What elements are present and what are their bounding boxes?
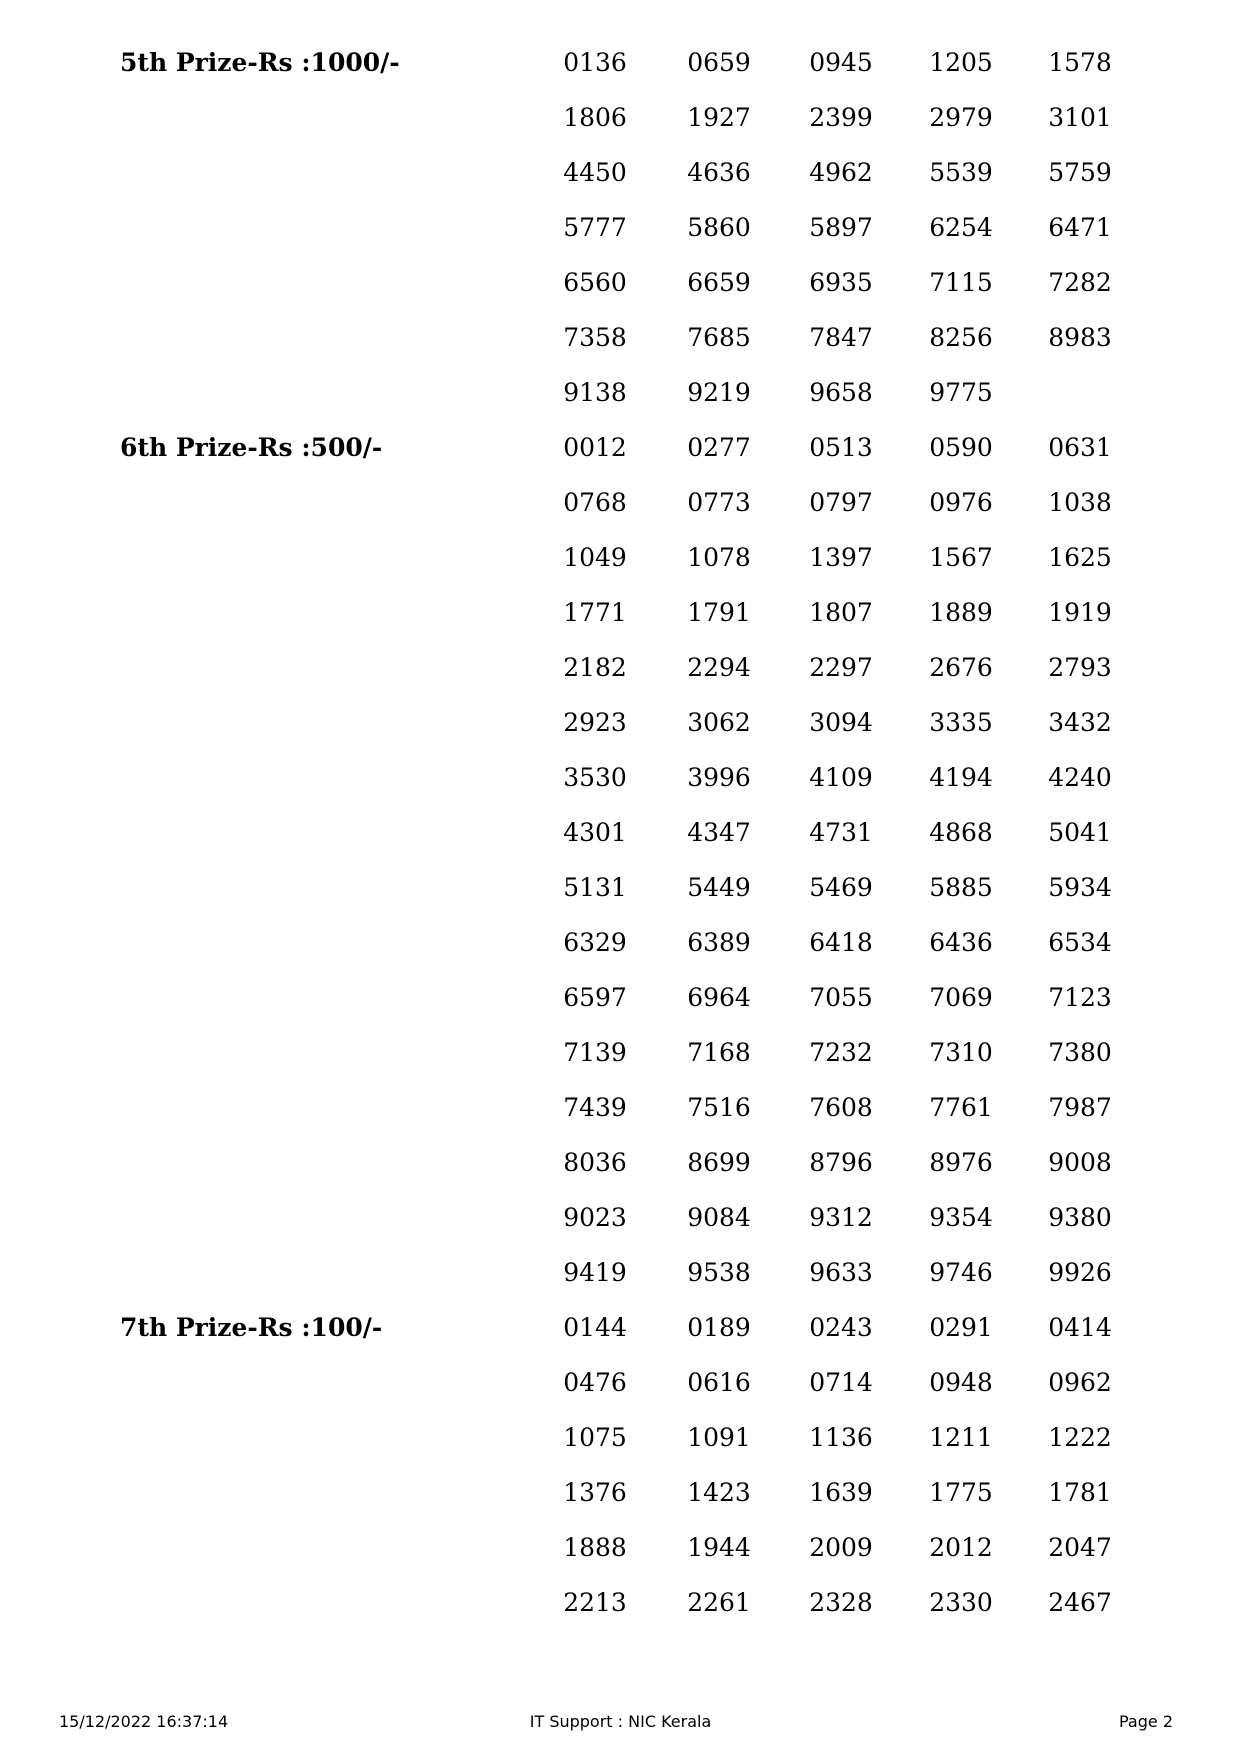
winning-number: 7380 [1048, 1038, 1112, 1067]
page-footer [0, 1712, 1241, 1740]
winning-number: 6964 [687, 983, 751, 1012]
winning-number: 4347 [687, 818, 751, 847]
winning-number: 5041 [1048, 818, 1112, 847]
winning-number: 5885 [929, 873, 993, 902]
winning-number: 6436 [929, 928, 993, 957]
winning-number: 7139 [563, 1038, 627, 1067]
winning-number: 4962 [809, 158, 873, 187]
winning-number: 1927 [687, 103, 751, 132]
winning-number: 2467 [1048, 1588, 1112, 1617]
winning-number: 7761 [929, 1093, 993, 1122]
winning-number: 6534 [1048, 928, 1112, 957]
winning-number: 4194 [929, 763, 993, 792]
winning-number: 8983 [1048, 323, 1112, 352]
winning-number: 7310 [929, 1038, 993, 1067]
winning-number: 0773 [687, 488, 751, 517]
winning-number: 1781 [1048, 1478, 1112, 1507]
winning-number: 9538 [687, 1258, 751, 1287]
winning-number: 7608 [809, 1093, 873, 1122]
winning-number: 3101 [1048, 103, 1112, 132]
winning-number: 1038 [1048, 488, 1112, 517]
winning-number: 1791 [687, 598, 751, 627]
winning-number: 1806 [563, 103, 627, 132]
winning-number: 5860 [687, 213, 751, 242]
number-row [0, 478, 1241, 533]
winning-number: 2297 [809, 653, 873, 682]
prize-section [0, 38, 1241, 423]
winning-number: 1049 [563, 543, 627, 572]
footer-page-number: Page 2 [1119, 1712, 1173, 1731]
winning-number: 0414 [1048, 1313, 1112, 1342]
winning-number: 2261 [687, 1588, 751, 1617]
winning-number: 3094 [809, 708, 873, 737]
winning-number: 1625 [1048, 543, 1112, 572]
winning-number: 5777 [563, 213, 627, 242]
winning-number: 1397 [809, 543, 873, 572]
number-row [0, 1248, 1241, 1303]
winning-number: 9138 [563, 378, 627, 407]
number-row [0, 148, 1241, 203]
winning-number: 2979 [929, 103, 993, 132]
number-row [0, 973, 1241, 1028]
winning-number: 1423 [687, 1478, 751, 1507]
winning-number: 2330 [929, 1588, 993, 1617]
winning-number: 7168 [687, 1038, 751, 1067]
winning-number: 8796 [809, 1148, 873, 1177]
winning-number: 8976 [929, 1148, 993, 1177]
winning-number: 1888 [563, 1533, 627, 1562]
winning-number: 9633 [809, 1258, 873, 1287]
winning-number: 7987 [1048, 1093, 1112, 1122]
winning-number: 0590 [929, 433, 993, 462]
winning-number: 5539 [929, 158, 993, 187]
winning-number: 2399 [809, 103, 873, 132]
winning-number: 0945 [809, 48, 873, 77]
winning-number: 9746 [929, 1258, 993, 1287]
winning-number: 0144 [563, 1313, 627, 1342]
winning-number: 7439 [563, 1093, 627, 1122]
winning-number: 0291 [929, 1313, 993, 1342]
winning-number: 1578 [1048, 48, 1112, 77]
winning-number: 0136 [563, 48, 627, 77]
winning-number: 4109 [809, 763, 873, 792]
winning-number: 3335 [929, 708, 993, 737]
winning-number: 6254 [929, 213, 993, 242]
number-row [0, 1578, 1241, 1633]
winning-number: 0948 [929, 1368, 993, 1397]
prize-title: 7th Prize-Rs :100/- [120, 1313, 383, 1342]
number-row [0, 533, 1241, 588]
winning-number: 1078 [687, 543, 751, 572]
winning-number: 3996 [687, 763, 751, 792]
winning-number: 4731 [809, 818, 873, 847]
winning-number: 9354 [929, 1203, 993, 1232]
winning-number: 0659 [687, 48, 751, 77]
winning-number: 5897 [809, 213, 873, 242]
winning-number: 0277 [687, 433, 751, 462]
winning-number: 6471 [1048, 213, 1112, 242]
winning-number: 1222 [1048, 1423, 1112, 1452]
winning-number: 8256 [929, 323, 993, 352]
number-row [0, 1523, 1241, 1578]
winning-number: 7069 [929, 983, 993, 1012]
winning-number: 4450 [563, 158, 627, 187]
winning-number: 9380 [1048, 1203, 1112, 1232]
winning-number: 1775 [929, 1478, 993, 1507]
prize-results [0, 38, 1241, 1633]
winning-number: 0513 [809, 433, 873, 462]
winning-number: 9023 [563, 1203, 627, 1232]
winning-number: 2328 [809, 1588, 873, 1617]
winning-number: 7115 [929, 268, 993, 297]
number-row [0, 753, 1241, 808]
winning-number: 7847 [809, 323, 873, 352]
winning-number: 2213 [563, 1588, 627, 1617]
winning-number: 4636 [687, 158, 751, 187]
number-row [0, 863, 1241, 918]
footer-timestamp: 15/12/2022 16:37:14 [59, 1712, 229, 1731]
winning-number: 1944 [687, 1533, 751, 1562]
winning-number: 0189 [687, 1313, 751, 1342]
number-row [0, 1468, 1241, 1523]
winning-number: 1889 [929, 598, 993, 627]
number-row [0, 1193, 1241, 1248]
winning-number: 2923 [563, 708, 627, 737]
winning-number: 5469 [809, 873, 873, 902]
winning-number: 3062 [687, 708, 751, 737]
prize-section [0, 1303, 1241, 1633]
winning-number: 1807 [809, 598, 873, 627]
number-row [0, 1028, 1241, 1083]
winning-number: 7055 [809, 983, 873, 1012]
winning-number: 9008 [1048, 1148, 1112, 1177]
winning-number: 7358 [563, 323, 627, 352]
winning-number: 1075 [563, 1423, 627, 1452]
number-row [0, 38, 1241, 93]
winning-number: 1205 [929, 48, 993, 77]
winning-number: 4240 [1048, 763, 1112, 792]
prize-title: 5th Prize-Rs :1000/- [120, 48, 400, 77]
winning-number: 7516 [687, 1093, 751, 1122]
winning-number: 1136 [809, 1423, 873, 1452]
winning-number: 1919 [1048, 598, 1112, 627]
winning-number: 0012 [563, 433, 627, 462]
number-row [0, 1138, 1241, 1193]
winning-number: 6659 [687, 268, 751, 297]
winning-number: 1211 [929, 1423, 993, 1452]
winning-number: 9312 [809, 1203, 873, 1232]
winning-number: 2793 [1048, 653, 1112, 682]
number-row [0, 643, 1241, 698]
winning-number: 6329 [563, 928, 627, 957]
winning-number: 2182 [563, 653, 627, 682]
winning-number: 7685 [687, 323, 751, 352]
winning-number: 1376 [563, 1478, 627, 1507]
number-row [0, 588, 1241, 643]
footer-support: IT Support : NIC Kerala [529, 1712, 712, 1731]
number-row [0, 368, 1241, 423]
winning-number: 8036 [563, 1148, 627, 1177]
winning-number: 2009 [809, 1533, 873, 1562]
winning-number: 2676 [929, 653, 993, 682]
winning-number: 4301 [563, 818, 627, 847]
number-row [0, 1358, 1241, 1413]
number-row [0, 423, 1241, 478]
winning-number: 5759 [1048, 158, 1112, 187]
winning-number: 9419 [563, 1258, 627, 1287]
winning-number: 7123 [1048, 983, 1112, 1012]
winning-number: 0976 [929, 488, 993, 517]
winning-number: 9658 [809, 378, 873, 407]
winning-number: 4868 [929, 818, 993, 847]
winning-number: 5449 [687, 873, 751, 902]
winning-number: 0243 [809, 1313, 873, 1342]
number-row [0, 258, 1241, 313]
winning-number: 0962 [1048, 1368, 1112, 1397]
number-row [0, 93, 1241, 148]
winning-number: 0616 [687, 1368, 751, 1397]
number-row [0, 203, 1241, 258]
winning-number: 6418 [809, 928, 873, 957]
winning-number: 0631 [1048, 433, 1112, 462]
winning-number: 7282 [1048, 268, 1112, 297]
winning-number: 6597 [563, 983, 627, 1012]
number-row [0, 808, 1241, 863]
number-row [0, 313, 1241, 368]
winning-number: 8699 [687, 1148, 751, 1177]
winning-number: 2012 [929, 1533, 993, 1562]
winning-number: 6560 [563, 268, 627, 297]
number-row [0, 1413, 1241, 1468]
winning-number: 0476 [563, 1368, 627, 1397]
winning-number: 5131 [563, 873, 627, 902]
winning-number: 1567 [929, 543, 993, 572]
winning-number: 9219 [687, 378, 751, 407]
winning-number: 9775 [929, 378, 993, 407]
winning-number: 6389 [687, 928, 751, 957]
prize-section [0, 423, 1241, 1303]
winning-number: 5934 [1048, 873, 1112, 902]
winning-number: 0797 [809, 488, 873, 517]
winning-number: 2047 [1048, 1533, 1112, 1562]
number-row [0, 698, 1241, 753]
winning-number: 3530 [563, 763, 627, 792]
winning-number: 1091 [687, 1423, 751, 1452]
number-row [0, 918, 1241, 973]
winning-number: 0768 [563, 488, 627, 517]
winning-number: 2294 [687, 653, 751, 682]
prize-title: 6th Prize-Rs :500/- [120, 433, 383, 462]
winning-number: 3432 [1048, 708, 1112, 737]
number-row [0, 1083, 1241, 1138]
winning-number: 9084 [687, 1203, 751, 1232]
winning-number: 1639 [809, 1478, 873, 1507]
winning-number: 1771 [563, 598, 627, 627]
winning-number: 0714 [809, 1368, 873, 1397]
number-row [0, 1303, 1241, 1358]
winning-number: 9926 [1048, 1258, 1112, 1287]
winning-number: 7232 [809, 1038, 873, 1067]
winning-number: 6935 [809, 268, 873, 297]
